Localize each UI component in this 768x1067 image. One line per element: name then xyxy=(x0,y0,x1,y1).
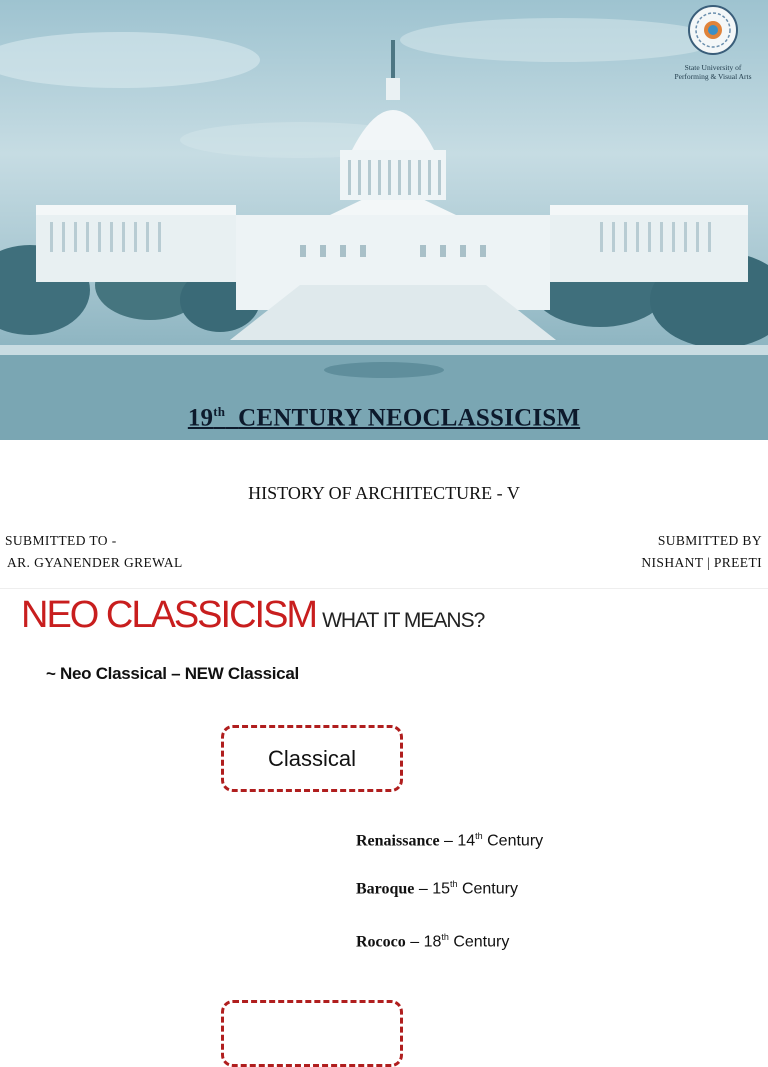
submitted-by-label: SUBMITTED BY xyxy=(657,533,762,548)
period-dash: – xyxy=(414,880,433,898)
period-suffix: th xyxy=(475,831,483,841)
submitted-by-block xyxy=(641,530,762,574)
section-heading xyxy=(21,594,484,637)
period-item-rococo xyxy=(356,932,509,951)
period-name: Renaissance xyxy=(356,832,440,850)
heading-main: NEO CLASSICISM xyxy=(21,594,317,636)
period-item-baroque xyxy=(356,879,518,898)
classical-label: Classical xyxy=(267,746,357,771)
submitted-by-names: NISHANT | PREETI xyxy=(641,555,762,570)
period-number: 14 xyxy=(457,832,476,850)
title-text: CENTURY NEOCLASSICISM xyxy=(238,404,581,432)
period-number: 18 xyxy=(423,933,442,951)
submitted-to-label: SUBMITTED TO - xyxy=(5,533,117,548)
period-suffix: th xyxy=(441,932,449,942)
slide-divider xyxy=(0,588,768,589)
period-name: Baroque xyxy=(356,880,415,898)
period-word: Century xyxy=(457,880,518,898)
period-suffix: th xyxy=(449,879,458,889)
submitted-to-block xyxy=(5,530,183,574)
second-dashed-box xyxy=(221,1000,403,1067)
classical-box xyxy=(221,725,403,792)
university-seal-icon xyxy=(687,4,739,56)
capitol-building-photo xyxy=(0,0,768,440)
period-dash: – xyxy=(439,832,458,850)
period-word: Century xyxy=(482,832,544,850)
period-word: Century xyxy=(448,933,510,951)
heading-sub: WHAT IT MEANS? xyxy=(322,609,485,632)
period-name: Rococo xyxy=(356,933,406,951)
definition-tagline: ~ Neo Classical – NEW Classical xyxy=(46,664,299,683)
title-number: 19 xyxy=(187,404,214,432)
capitol-illustration xyxy=(0,0,768,440)
submitted-to-name: AR. GYANENDER GREWAL xyxy=(7,555,183,570)
period-dash: – xyxy=(405,933,424,951)
period-item-renaissance xyxy=(356,831,543,850)
university-logo xyxy=(668,4,758,81)
title-suffix: th xyxy=(213,404,226,419)
period-number: 15 xyxy=(432,880,450,898)
page-title xyxy=(0,404,768,432)
logo-caption: State University of Performing & Visual Arts xyxy=(674,63,752,81)
course-subtitle: HISTORY OF ARCHITECTURE - V xyxy=(248,483,520,503)
